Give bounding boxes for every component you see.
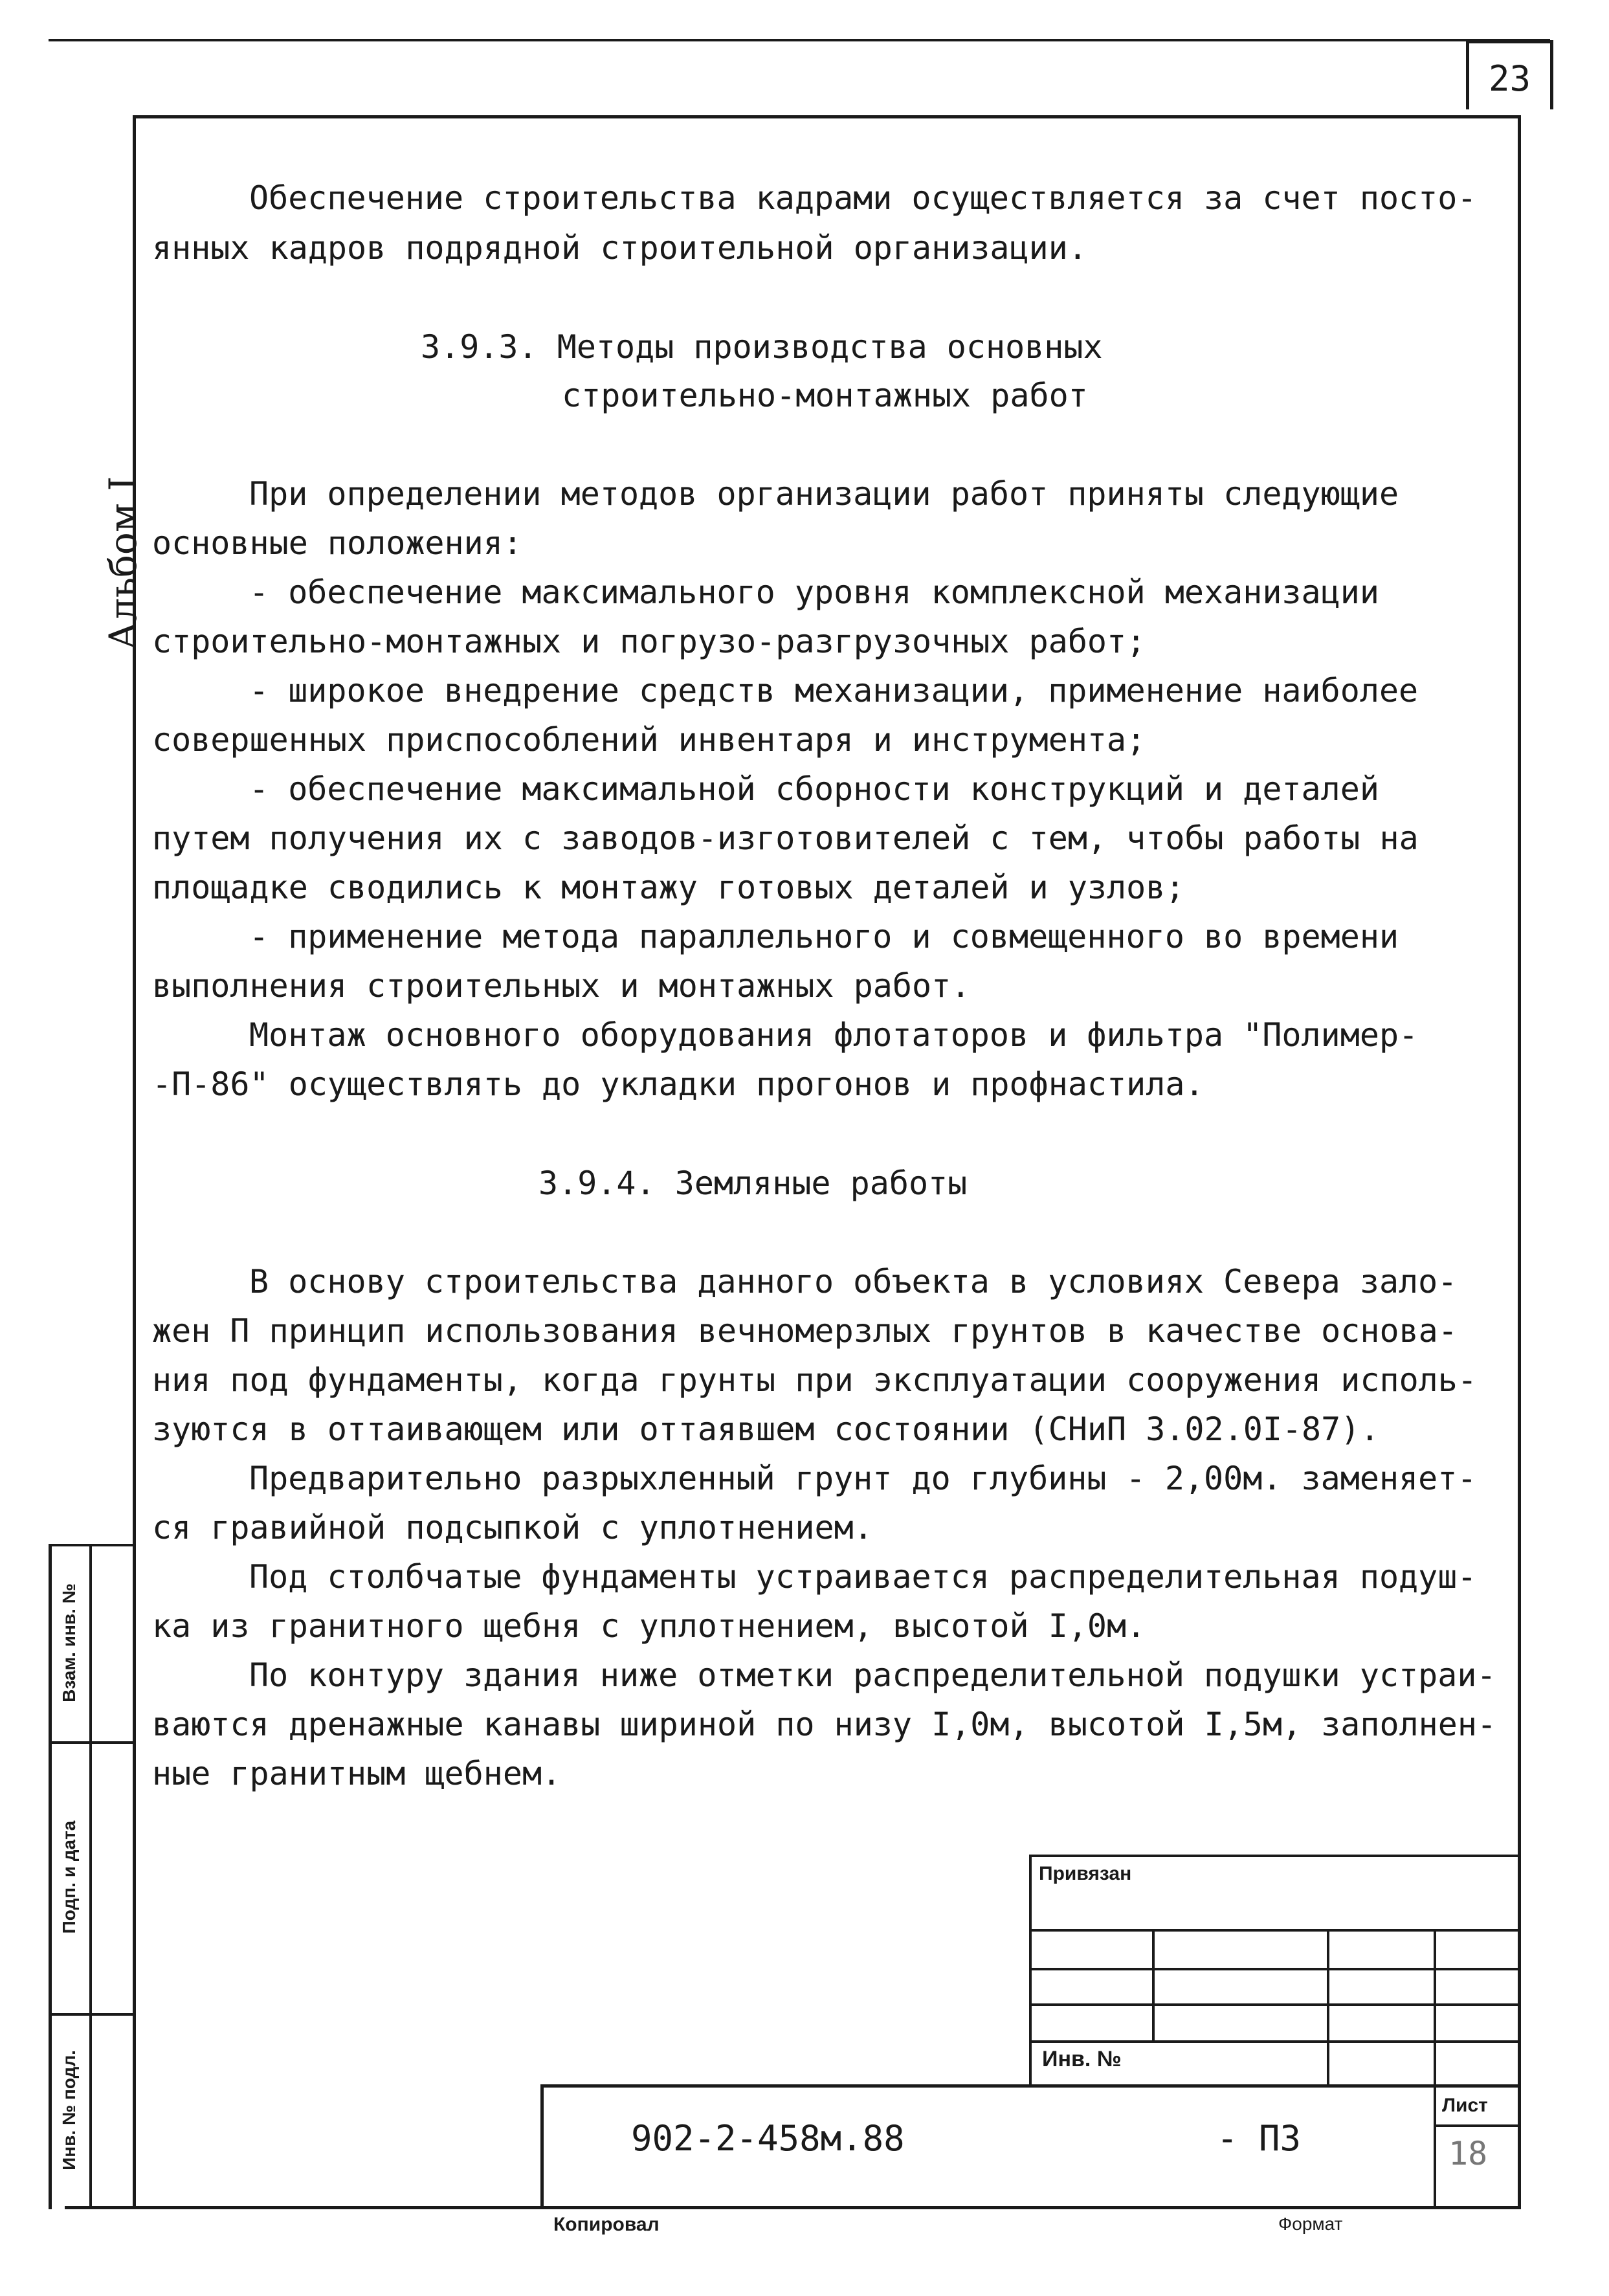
text-line: Под столбчатые фундаменты устраивается распределительная подуш- [249, 1558, 1477, 1596]
text-line: - обеспечение максимальной сборности конструкций и деталей [249, 770, 1379, 808]
text-line: По контуру здания ниже отметки распределительной подушки устраи- [249, 1656, 1496, 1694]
text-line: янных кадров подрядной строительной организации. [152, 229, 1087, 267]
text-line: В основу строительства данного объекта в условиях Севера зало- [249, 1263, 1458, 1300]
text-line: ния под фундаменты, когда грунты при эксплуатации сооружения исполь- [152, 1361, 1477, 1399]
format-label: Формат [1278, 2214, 1343, 2234]
document-section: - ПЗ [1217, 2118, 1302, 2159]
text-line: - широкое внедрение средств механизации, применение наиболее [249, 672, 1419, 709]
text-line: строительно-монтажных и погрузо-разгрузочных работ; [152, 623, 1146, 660]
text-line: ные гранитным щебнем. [152, 1755, 562, 1792]
text-line: - применение метода параллельного и совмещенного во времени [249, 918, 1399, 955]
kopiroval-label: Копировал [553, 2214, 660, 2235]
stamp-inv-podl: Инв. № подл. [59, 2050, 79, 2170]
section-heading: 3.9.4. Земляные работы [538, 1165, 968, 1202]
privyazan-label: Привязан [1039, 1863, 1132, 1884]
text-line: совершенных приспособлений инвентаря и инструмента; [152, 721, 1146, 759]
document-code: 902-2-458м.88 [631, 2118, 905, 2159]
heading-line: 3.9.3. Методы производства основных [421, 328, 1103, 366]
inv-no-label: Инв. № [1042, 2047, 1122, 2071]
frame-top [133, 115, 1521, 118]
sheet-number: 18 [1448, 2135, 1488, 2172]
frame-bottom [65, 2206, 1521, 2209]
sheet-label: Лист [1442, 2095, 1488, 2116]
stamp-vzam-inv: Взам. инв. № [59, 1583, 79, 1702]
text-line: зуются в оттаивающем или оттаявшем состоянии (СНиП 3.02.0I-87). [152, 1410, 1380, 1448]
page-number: 23 [1466, 40, 1553, 109]
heading-line: строительно-монтажных работ [562, 377, 1088, 414]
text-line: Монтаж основного оборудования флотаторов и фильтра "Полимер- [249, 1016, 1419, 1054]
text-line: Предварительно разрыхленный грунт до глубины - 2,00м. заменяет- [249, 1460, 1477, 1497]
text-line: -П-86" осуществлять до укладки прогонов и профнастила. [152, 1065, 1204, 1103]
album-label: Альбом I [101, 476, 145, 651]
text-line: основные положения: [152, 524, 522, 562]
stamp-podp-data: Подп. и дата [59, 1820, 79, 1934]
text-line: ка из гранитного щебня с уплотнением, высотой I,0м. [152, 1607, 1146, 1645]
text-line: - обеспечение максимального уровня комплексной механизации [249, 574, 1379, 611]
text-line: площадке сводились к монтажу готовых деталей и узлов; [152, 869, 1185, 906]
text-line: ся гравийной подсыпкой с уплотнением. [152, 1509, 873, 1546]
text-line: выполнения строительных и монтажных работ. [152, 967, 971, 1005]
text-line: жен П принцип использования вечномерзлых грунтов в качестве основа- [152, 1312, 1458, 1350]
text-line: ваются дренажные канавы шириной по низу I,0м, высотой I,5м, заполнен- [152, 1706, 1497, 1743]
top-rule [49, 39, 1550, 41]
text-line: Обеспечение строительства кадрами осуществляется за счет посто- [249, 179, 1477, 217]
frame-left [133, 115, 136, 2209]
text-line: путем получения их с заводов-изготовителей с тем, чтобы работы на [152, 819, 1419, 857]
frame-right [1518, 115, 1521, 2209]
text-line: При определении методов организации работ приняты следующие [249, 475, 1399, 513]
